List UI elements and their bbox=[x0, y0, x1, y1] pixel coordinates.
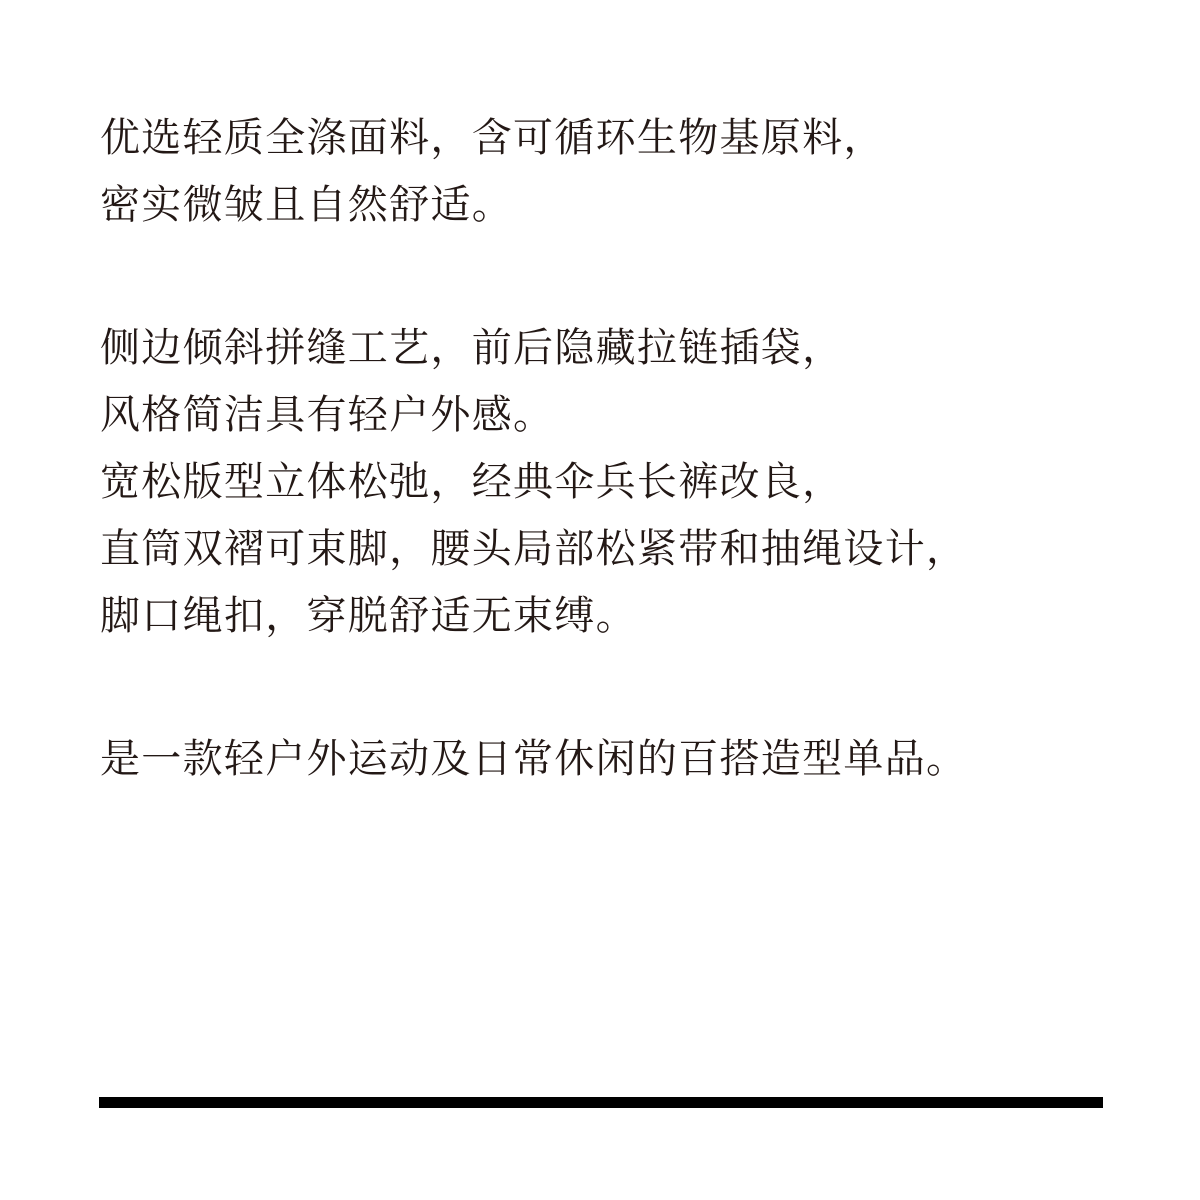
summary-paragraph bbox=[100, 736, 1180, 782]
fabric-paragraph bbox=[100, 115, 1180, 228]
design-paragraph bbox=[100, 325, 1180, 639]
design-line-5: 脚口绳扣，穿脱舒适无束缚。 bbox=[100, 593, 637, 639]
design-line-1: 侧边倾斜拼缝工艺，前后隐藏拉链插袋， bbox=[100, 325, 844, 371]
design-line-3: 宽松版型立体松弛，经典伞兵长裤改良， bbox=[100, 459, 844, 505]
design-line-4: 直筒双褶可束脚，腰头局部松紧带和抽绳设计， bbox=[100, 526, 968, 572]
summary-line-1: 是一款轻户外运动及日常休闲的百搭造型单品。 bbox=[100, 736, 968, 782]
fabric-line-2: 密实微皱且自然舒适。 bbox=[100, 182, 513, 228]
fabric-line-1: 优选轻质全涤面料，含可循环生物基原料， bbox=[100, 115, 885, 161]
design-line-2: 风格简洁具有轻户外感。 bbox=[100, 392, 555, 438]
bottom-divider bbox=[99, 1097, 1103, 1108]
product-description bbox=[100, 115, 1180, 782]
